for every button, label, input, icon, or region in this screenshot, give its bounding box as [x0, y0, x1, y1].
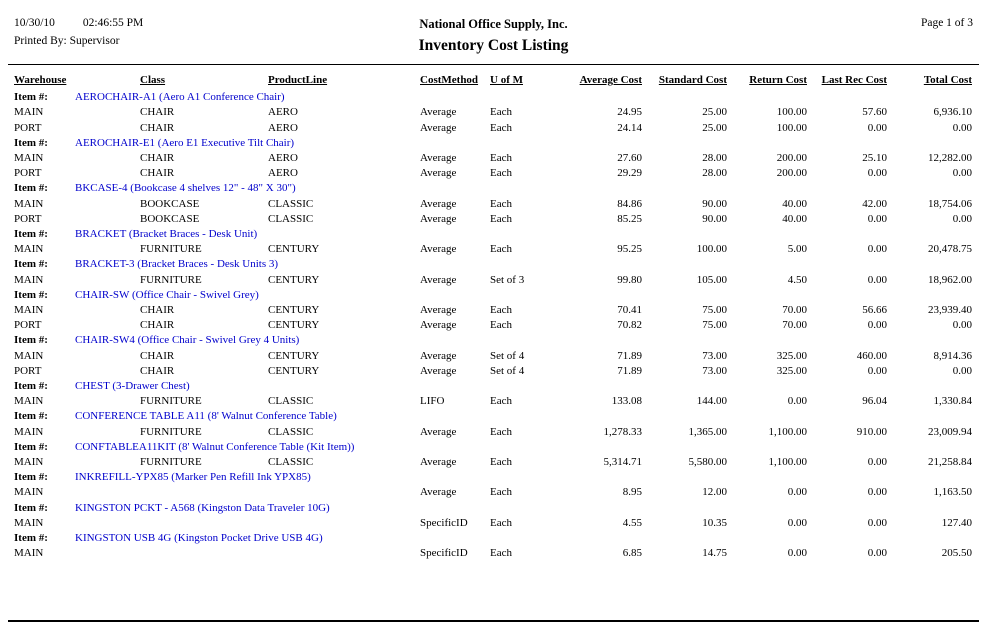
cell-total-cost: 205.50	[941, 547, 972, 560]
cell-standard-cost: 90.00	[702, 212, 727, 225]
cell-standard-cost: 28.00	[702, 167, 727, 180]
cell-average-cost: 8.95	[622, 486, 642, 499]
cell-standard-cost: 75.00	[702, 304, 727, 317]
cell-standard-cost: 28.00	[702, 152, 727, 165]
cell-product-line: AERO	[268, 106, 298, 119]
cell-standard-cost: 25.00	[702, 121, 727, 134]
cell-total-cost: 0.00	[952, 121, 972, 134]
cell-average-cost: 133.08	[611, 395, 642, 408]
item-title-link[interactable]: KINGSTON PCKT - A568 (Kingston Data Traveler 10G)	[75, 501, 330, 514]
cell-average-cost: 6.85	[622, 547, 642, 560]
cell-cost-method: Average	[420, 167, 457, 180]
cell-uom: Each	[490, 152, 512, 165]
item-number-label: Item #:	[14, 334, 48, 347]
report-header	[0, 0, 987, 55]
cell-class	[140, 485, 268, 500]
cell-uom: Set of 3	[490, 273, 525, 286]
cell-cost-method: LIFO	[420, 395, 445, 408]
cell-warehouse: MAIN	[14, 516, 44, 529]
cell-average-cost: 1,278.33	[603, 425, 642, 438]
item-header-row	[0, 227, 987, 242]
cell-last-rec-cost: 0.00	[867, 516, 887, 529]
cell-average-cost: 5,314.71	[603, 456, 642, 469]
cell-warehouse: PORT	[14, 212, 42, 225]
cell-last-rec-cost: 0.00	[867, 547, 887, 560]
cell-last-rec-cost: 0.00	[867, 273, 887, 286]
cell-total-cost: 23,009.94	[928, 425, 972, 438]
cell-standard-cost: 144.00	[696, 395, 727, 408]
cell-return-cost: 1,100.00	[768, 425, 807, 438]
cell-product-line: AERO	[268, 152, 298, 165]
cell-return-cost: 325.00	[776, 349, 807, 362]
cell-last-rec-cost: 0.00	[867, 243, 887, 256]
cell-return-cost: 70.00	[782, 319, 807, 332]
item-header-row	[0, 501, 987, 516]
cell-standard-cost: 73.00	[702, 364, 727, 377]
cell-average-cost: 4.55	[622, 516, 642, 529]
item-number-label: Item #:	[14, 532, 48, 545]
cell-warehouse: MAIN	[14, 106, 44, 119]
cell-total-cost: 0.00	[952, 364, 972, 377]
cell-return-cost: 100.00	[776, 106, 807, 119]
cell-product-line: CLASSIC	[268, 212, 314, 225]
cell-uom: Each	[490, 304, 512, 317]
cell-product-line	[268, 546, 420, 561]
cell-return-cost: 0.00	[787, 516, 807, 529]
item-header-row	[0, 136, 987, 151]
cell-cost-method: Average	[420, 349, 457, 362]
item-number-label: Item #:	[14, 228, 48, 241]
cell-return-cost: 1,100.00	[768, 456, 807, 469]
cell-warehouse: MAIN	[14, 152, 44, 165]
item-title-link[interactable]: BRACKET-3 (Bracket Braces - Desk Units 3)	[75, 258, 279, 271]
printed-by: Printed By: Supervisor	[14, 35, 120, 47]
item-number-label: Item #:	[14, 501, 48, 514]
cell-uom: Each	[490, 319, 512, 332]
cell-uom: Each	[490, 425, 512, 438]
report-date: 10/30/10	[14, 17, 55, 29]
column-header-last-rec-cost: Last Rec Cost	[821, 74, 887, 86]
inventory-data-row	[0, 318, 987, 333]
cell-average-cost: 27.60	[617, 152, 642, 165]
cell-last-rec-cost: 0.00	[867, 456, 887, 469]
cell-warehouse: PORT	[14, 364, 42, 377]
cell-cost-method: Average	[420, 121, 457, 134]
item-header-row	[0, 409, 987, 424]
cell-class: FURNITURE	[140, 456, 202, 469]
cell-total-cost: 8,914.36	[933, 349, 972, 362]
inventory-data-row	[0, 485, 987, 500]
item-number-label: Item #:	[14, 288, 48, 301]
cell-total-cost: 0.00	[952, 167, 972, 180]
item-number-label: Item #:	[14, 380, 48, 393]
cell-class: CHAIR	[140, 167, 175, 180]
item-title-link[interactable]: AEROCHAIR-A1 (Aero A1 Conference Chair)	[75, 91, 285, 104]
cell-last-rec-cost: 0.00	[867, 486, 887, 499]
item-number-label: Item #:	[14, 182, 48, 195]
inventory-data-row	[0, 212, 987, 227]
column-header-costmethod: CostMethod	[420, 74, 479, 86]
cell-uom: Each	[490, 197, 512, 210]
cell-warehouse: MAIN	[14, 304, 44, 317]
inventory-data-row	[0, 516, 987, 531]
inventory-data-row	[0, 455, 987, 470]
inventory-data-row	[0, 166, 987, 181]
item-title-link[interactable]: CHAIR-SW (Office Chair - Swivel Grey)	[75, 288, 259, 301]
cell-last-rec-cost: 460.00	[856, 349, 887, 362]
cell-class: CHAIR	[140, 304, 175, 317]
cell-average-cost: 71.89	[617, 364, 642, 377]
cell-total-cost: 1,163.50	[933, 486, 972, 499]
cell-return-cost: 100.00	[776, 121, 807, 134]
cell-return-cost: 0.00	[787, 395, 807, 408]
item-title-link[interactable]: CHEST (3-Drawer Chest)	[75, 380, 190, 393]
footer-divider	[8, 620, 979, 622]
item-title-link[interactable]: CONFERENCE TABLE A11 (8' Walnut Conference Table)	[75, 410, 337, 423]
cell-return-cost: 200.00	[776, 167, 807, 180]
cell-average-cost: 71.89	[617, 349, 642, 362]
cell-product-line: CLASSIC	[268, 395, 314, 408]
column-header-row	[0, 73, 987, 88]
cell-product-line: CENTURY	[268, 364, 320, 377]
cell-average-cost: 70.41	[617, 304, 642, 317]
cell-average-cost: 99.80	[617, 273, 642, 286]
item-header-row	[0, 181, 987, 196]
item-number-label: Item #:	[14, 440, 48, 453]
item-title-link[interactable]: AEROCHAIR-E1 (Aero E1 Executive Tilt Chair)	[75, 136, 295, 149]
column-header-productline: ProductLine	[268, 74, 328, 86]
cell-uom: Each	[490, 121, 512, 134]
cell-cost-method: SpecificID	[420, 547, 468, 560]
cell-return-cost: 5.00	[787, 243, 807, 256]
cell-warehouse: PORT	[14, 319, 42, 332]
column-header-uom: U of M	[490, 74, 523, 86]
cell-total-cost: 0.00	[952, 319, 972, 332]
cell-class: BOOKCASE	[140, 197, 200, 210]
column-header-return-cost: Return Cost	[749, 74, 807, 86]
cell-warehouse: MAIN	[14, 486, 44, 499]
cell-last-rec-cost: 57.60	[862, 106, 887, 119]
column-header-standard-cost: Standard Cost	[658, 74, 727, 86]
cell-uom: Each	[490, 547, 512, 560]
cell-cost-method: Average	[420, 243, 457, 256]
column-header-total-cost: Total Cost	[923, 74, 972, 86]
item-header-row	[0, 288, 987, 303]
cell-class	[140, 546, 268, 561]
page-indicator: Page 1 of 3	[920, 17, 973, 29]
cell-total-cost: 0.00	[952, 212, 972, 225]
item-number-label: Item #:	[14, 258, 48, 271]
cell-last-rec-cost: 56.66	[862, 304, 887, 317]
cell-warehouse: MAIN	[14, 243, 44, 256]
cell-cost-method: Average	[420, 486, 457, 499]
cell-average-cost: 85.25	[617, 212, 642, 225]
cell-uom: Each	[490, 106, 512, 119]
cell-last-rec-cost: 0.00	[867, 319, 887, 332]
cell-product-line: CLASSIC	[268, 425, 314, 438]
cell-product-line: CLASSIC	[268, 456, 314, 469]
cell-class: FURNITURE	[140, 425, 202, 438]
header-left	[14, 17, 419, 47]
cell-average-cost: 70.82	[617, 319, 642, 332]
item-header-row	[0, 257, 987, 272]
item-header-row	[0, 440, 987, 455]
cell-total-cost: 18,754.06	[928, 197, 972, 210]
inventory-data-row	[0, 105, 987, 120]
cell-return-cost: 0.00	[787, 486, 807, 499]
cell-cost-method: Average	[420, 425, 457, 438]
item-header-row	[0, 379, 987, 394]
item-number-label: Item #:	[14, 91, 48, 104]
item-number-label: Item #:	[14, 136, 48, 149]
cell-last-rec-cost: 0.00	[867, 212, 887, 225]
inventory-data-row	[0, 242, 987, 257]
cell-product-line: CENTURY	[268, 243, 320, 256]
cell-warehouse: PORT	[14, 167, 42, 180]
cell-last-rec-cost: 0.00	[867, 364, 887, 377]
cell-average-cost: 95.25	[617, 243, 642, 256]
cell-total-cost: 127.40	[941, 516, 972, 529]
cell-total-cost: 12,282.00	[928, 152, 972, 165]
item-header-row	[0, 470, 987, 485]
cell-product-line: CENTURY	[268, 304, 320, 317]
cell-standard-cost: 10.35	[702, 516, 727, 529]
cell-class: FURNITURE	[140, 273, 202, 286]
inventory-data-row	[0, 394, 987, 409]
cell-product-line: CENTURY	[268, 273, 320, 286]
inventory-data-row	[0, 349, 987, 364]
cell-cost-method: Average	[420, 273, 457, 286]
cell-class: CHAIR	[140, 121, 175, 134]
cell-cost-method: Average	[420, 304, 457, 317]
cell-cost-method: Average	[420, 152, 457, 165]
inventory-data-row	[0, 121, 987, 136]
cell-class: CHAIR	[140, 152, 175, 165]
cell-average-cost: 84.86	[617, 197, 642, 210]
column-header-average-cost: Average Cost	[579, 74, 642, 86]
item-header-row	[0, 531, 987, 546]
inventory-data-row	[0, 303, 987, 318]
cell-last-rec-cost: 25.10	[862, 152, 887, 165]
report-time: 02:46:55 PM	[82, 17, 144, 29]
column-header-warehouse: Warehouse	[14, 74, 67, 86]
cell-standard-cost: 105.00	[696, 273, 727, 286]
cell-total-cost: 23,939.40	[928, 304, 972, 317]
cell-return-cost: 200.00	[776, 152, 807, 165]
cell-uom: Each	[490, 456, 512, 469]
cell-total-cost: 21,258.84	[928, 456, 972, 469]
cell-cost-method: Average	[420, 197, 457, 210]
cell-average-cost: 24.14	[617, 121, 642, 134]
cell-total-cost: 18,962.00	[928, 273, 972, 286]
cell-class	[140, 516, 268, 531]
item-number-label: Item #:	[14, 471, 48, 484]
cell-product-line: AERO	[268, 167, 298, 180]
cell-uom: Each	[490, 212, 512, 225]
cell-warehouse: MAIN	[14, 197, 44, 210]
cell-average-cost: 29.29	[617, 167, 642, 180]
cell-warehouse: PORT	[14, 121, 42, 134]
cell-return-cost: 70.00	[782, 304, 807, 317]
cell-warehouse: MAIN	[14, 273, 44, 286]
cell-return-cost: 0.00	[787, 547, 807, 560]
header-divider	[8, 64, 979, 65]
item-header-row	[0, 90, 987, 105]
item-title-link[interactable]: BKCASE-4 (Bookcase 4 shelves 12" - 48" X 30")	[75, 182, 296, 195]
cell-class: CHAIR	[140, 349, 175, 362]
cell-return-cost: 40.00	[782, 212, 807, 225]
cell-cost-method: Average	[420, 456, 457, 469]
cell-uom: Each	[490, 395, 512, 408]
cell-class: BOOKCASE	[140, 212, 200, 225]
cell-total-cost: 20,478.75	[928, 243, 972, 256]
cell-standard-cost: 12.00	[702, 486, 727, 499]
cell-product-line: CENTURY	[268, 349, 320, 362]
cell-return-cost: 40.00	[782, 197, 807, 210]
item-title-link[interactable]: INKREFILL-YPX85 (Marker Pen Refill Ink YPX85)	[75, 471, 311, 484]
cell-uom: Each	[490, 243, 512, 256]
cell-return-cost: 4.50	[787, 273, 807, 286]
cell-warehouse: MAIN	[14, 425, 44, 438]
cell-product-line: CLASSIC	[268, 197, 314, 210]
inventory-data-row	[0, 364, 987, 379]
item-title-link[interactable]: CONFTABLEA11KIT (8' Walnut Conference Table (Kit Item))	[75, 440, 355, 453]
item-number-label: Item #:	[14, 410, 48, 423]
cell-last-rec-cost: 0.00	[867, 167, 887, 180]
cell-warehouse: MAIN	[14, 456, 44, 469]
header-right	[568, 17, 973, 29]
cell-warehouse: MAIN	[14, 349, 44, 362]
cell-standard-cost: 75.00	[702, 319, 727, 332]
item-title-link[interactable]: CHAIR-SW4 (Office Chair - Swivel Grey 4 Units)	[75, 334, 300, 347]
cell-uom: Each	[490, 516, 512, 529]
cell-cost-method: Average	[420, 364, 457, 377]
cell-uom: Set of 4	[490, 349, 525, 362]
cell-product-line	[268, 516, 420, 531]
cell-cost-method: Average	[420, 319, 457, 332]
cell-average-cost: 24.95	[617, 106, 642, 119]
cell-last-rec-cost: 0.00	[867, 121, 887, 134]
column-header-class: Class	[140, 74, 166, 86]
cell-class: FURNITURE	[140, 395, 202, 408]
cell-warehouse: MAIN	[14, 395, 44, 408]
cell-cost-method: Average	[420, 106, 457, 119]
cell-last-rec-cost: 42.00	[862, 197, 887, 210]
cell-total-cost: 1,330.84	[933, 395, 972, 408]
cell-class: CHAIR	[140, 106, 175, 119]
cell-cost-method: SpecificID	[420, 516, 468, 529]
cell-cost-method: Average	[420, 212, 457, 225]
report-title: Inventory Cost Listing	[418, 37, 569, 54]
cell-warehouse: MAIN	[14, 547, 44, 560]
cell-standard-cost: 5,580.00	[688, 456, 727, 469]
cell-uom: Each	[490, 486, 512, 499]
inventory-data-row	[0, 197, 987, 212]
cell-standard-cost: 90.00	[702, 197, 727, 210]
cell-standard-cost: 73.00	[702, 349, 727, 362]
header-center	[419, 17, 569, 55]
item-title-link[interactable]: KINGSTON USB 4G (Kingston Pocket Drive USB 4G)	[75, 532, 323, 545]
cell-standard-cost: 25.00	[702, 106, 727, 119]
cell-return-cost: 325.00	[776, 364, 807, 377]
item-title-link[interactable]: BRACKET (Bracket Braces - Desk Unit)	[75, 228, 258, 241]
cell-uom: Each	[490, 167, 512, 180]
inventory-data-row	[0, 546, 987, 561]
cell-product-line	[268, 485, 420, 500]
cell-standard-cost: 14.75	[702, 547, 727, 560]
cell-product-line: CENTURY	[268, 319, 320, 332]
cell-class: FURNITURE	[140, 243, 202, 256]
cell-last-rec-cost: 96.04	[862, 395, 887, 408]
inventory-data-row	[0, 273, 987, 288]
cell-standard-cost: 100.00	[696, 243, 727, 256]
cell-product-line: AERO	[268, 121, 298, 134]
inventory-data-row	[0, 151, 987, 166]
cell-total-cost: 6,936.10	[933, 106, 972, 119]
inventory-data-row	[0, 425, 987, 440]
report-body	[0, 90, 987, 561]
company-name: National Office Supply, Inc.	[419, 17, 568, 31]
cell-class: CHAIR	[140, 364, 175, 377]
item-header-row	[0, 333, 987, 348]
cell-standard-cost: 1,365.00	[688, 425, 727, 438]
cell-uom: Set of 4	[490, 364, 525, 377]
cell-last-rec-cost: 910.00	[856, 425, 887, 438]
cell-class: CHAIR	[140, 319, 175, 332]
